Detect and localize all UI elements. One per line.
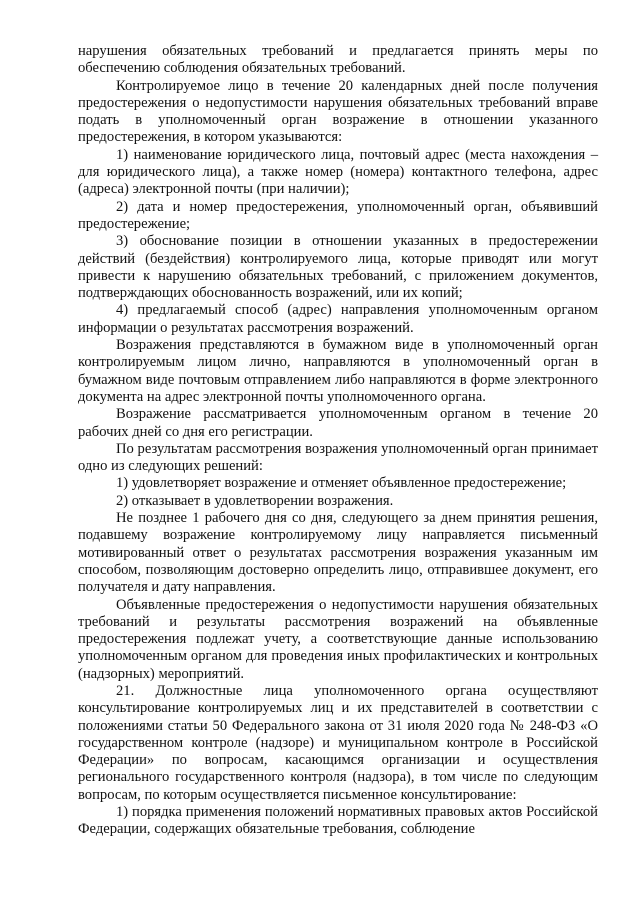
- paragraph-21-consulting: 21. Должностные лица уполномоченного органа осуществляют консультирование контролируемых лиц и их представителей в соответствии с положениями статьи 50 Федерального закона от 31 июля 2020 года № 248-ФЗ «О государственном контроле (надзоре) и муниципальном контроле в Российской Федерации» по вопросам, касающимся организации и осуществления регионального государственного контроля (надзора), в том числе по следующим вопросам, по которым осуществляется письменное консультирование:: [78, 682, 598, 803]
- paragraph-review-results: По результатам рассмотрения возражения уполномоченный орган принимает одно из следующих решений:: [78, 440, 598, 475]
- list-item-4: 4) предлагаемый способ (адрес) направления уполномоченным органом информации о результатах рассмотрения возражений.: [78, 302, 598, 336]
- document-page: [78, 43, 598, 839]
- paragraph-1: нарушения обязательных требований и предлагается принять меры по обеспечению соблюдения обязательных требований.: [78, 43, 598, 77]
- decision-item-2: 2) отказывает в удовлетворении возражения.: [116, 492, 394, 509]
- paragraph-response: Не позднее 1 рабочего дня со дня, следующего за днем принятия решения, подавшему возражение контролируемому лицу направляется письменный мотивированный ответ о результатах рассмотрения возражения указанным им способом, позволяющим достоверно определить лицо, отправившее документ, его получателя и дату направления.: [78, 510, 598, 596]
- consulting-item-1: 1) порядка применения положений нормативных правовых актов Российской Федерации, содержащих обязательные требования, соблюдение: [78, 804, 598, 838]
- list-item-3: 3) обоснование позиции в отношении указанных в предостережении действий (бездействия) контролируемого лица, которые приводят или могут привести к нарушению обязательных требований, с приложением документов, подтверждающих обоснованность возражений, или их копий;: [78, 233, 598, 302]
- decision-item-1: 1) удовлетворяет возражение и отменяет объявленное предостережение;: [116, 475, 567, 492]
- paragraph-2: Контролируемое лицо в течение 20 календарных дней после получения предостережения о недопустимости нарушения обязательных требований вправе подать в уполномоченный орган возражение в отношении указанного предостережения, в котором указываются:: [78, 77, 598, 146]
- list-item-1: 1) наименование юридического лица, почтовый адрес (места нахождения – для юридического лица), а также номер (номера) контактного телефона, адрес (адреса) электронной почты (при наличии);: [78, 146, 598, 198]
- list-item-2: 2) дата и номер предостережения, уполномоченный орган, объявивший предостережение;: [78, 198, 598, 232]
- paragraph-accounting: Объявленные предостережения о недопустимости нарушения обязательных требований и результаты рассмотрения возражений на объявленные предостережения подлежат учету, а соответствующие данные использованию уполномоченным органом для проведения иных профилактических и контрольных (надзорных) мероприятий.: [78, 596, 598, 682]
- paragraph-objections-submission: Возражения представляются в бумажном виде в уполномоченный орган контролируемым лицом лично, направляются в уполномоченный орган в бумажном виде почтовым отправлением либо направляются в форме электронного документа на адрес электронной почты уполномоченного органа.: [78, 337, 598, 405]
- paragraph-review-period: Возражение рассматривается уполномоченным органом в течение 20 рабочих дней со дня его регистрации.: [78, 406, 598, 440]
